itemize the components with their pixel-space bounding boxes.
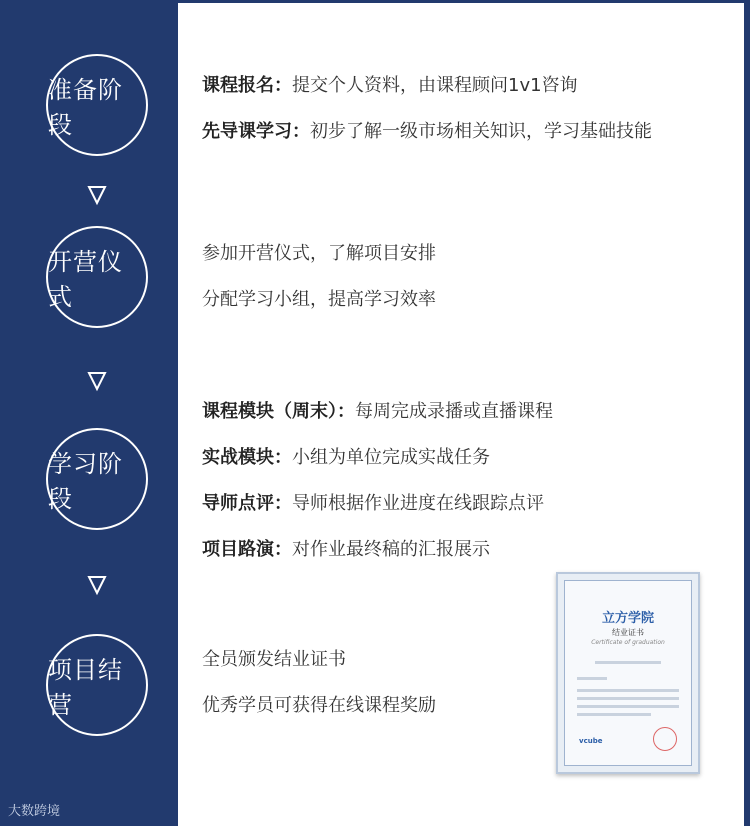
vcube-logo: vcube <box>579 737 603 745</box>
detail-line <box>202 648 346 672</box>
down-arrow-icon <box>87 184 107 206</box>
down-arrow-icon <box>87 370 107 392</box>
stage-label: 准备阶段 <box>48 76 123 139</box>
detail-text: 参加开营仪式，了解项目安排 <box>202 243 436 264</box>
detail-text: 全员颁发结业证书 <box>202 649 346 670</box>
certificate-blur-line <box>577 677 607 680</box>
down-arrow-icon <box>87 574 107 596</box>
certificate-blur-line <box>577 697 679 700</box>
stage-circle-study <box>46 428 148 530</box>
stage-circle-prep <box>46 54 148 156</box>
detail-line <box>202 694 436 718</box>
certificate-blur-line <box>595 661 661 664</box>
stage-circle-graduation <box>46 634 148 736</box>
certificate-frame <box>564 580 692 766</box>
detail-line <box>202 492 544 516</box>
certificate-script: Certificate of graduation <box>591 639 665 646</box>
certificate-subtitle: 结业证书 <box>612 628 644 637</box>
detail-label: 项目路演： <box>202 539 292 560</box>
certificate-blur-line <box>577 689 679 692</box>
detail-text: 初步了解一级市场相关知识，学习基础技能 <box>310 121 652 142</box>
detail-line <box>202 446 490 470</box>
detail-label: 课程模块（周末）： <box>202 401 355 422</box>
detail-label: 导师点评： <box>202 493 292 514</box>
detail-text: 每周完成录播或直播课程 <box>355 401 553 422</box>
detail-label: 实战模块： <box>202 447 292 468</box>
certificate-title: 立方学院 <box>601 611 654 626</box>
detail-line <box>202 242 436 266</box>
stage-label: 项目结营 <box>48 656 123 719</box>
detail-text: 分配学习小组，提高学习效率 <box>202 289 436 310</box>
detail-text: 对作业最终稿的汇报展示 <box>292 539 490 560</box>
detail-label: 先导课学习： <box>202 121 310 142</box>
stage-label: 开营仪式 <box>48 248 123 311</box>
watermark: 大数跨境 <box>8 804 61 819</box>
certificate-image <box>556 572 700 774</box>
detail-label: 课程报名： <box>202 75 292 96</box>
detail-line <box>202 400 553 424</box>
detail-text: 小组为单位完成实战任务 <box>292 447 490 468</box>
detail-line <box>202 288 436 312</box>
seal-icon <box>653 727 677 751</box>
detail-text: 优秀学员可获得在线课程奖励 <box>202 695 436 716</box>
certificate-blur-line <box>577 705 679 708</box>
stage-circle-opening <box>46 226 148 328</box>
certificate-blur-line <box>577 713 651 716</box>
detail-line <box>202 538 490 562</box>
detail-line <box>202 120 652 144</box>
detail-line <box>202 74 578 98</box>
stage-label: 学习阶段 <box>48 450 123 513</box>
detail-text: 提交个人资料，由课程顾问1v1咨询 <box>292 75 578 96</box>
detail-text: 导师根据作业进度在线跟踪点评 <box>292 493 544 514</box>
